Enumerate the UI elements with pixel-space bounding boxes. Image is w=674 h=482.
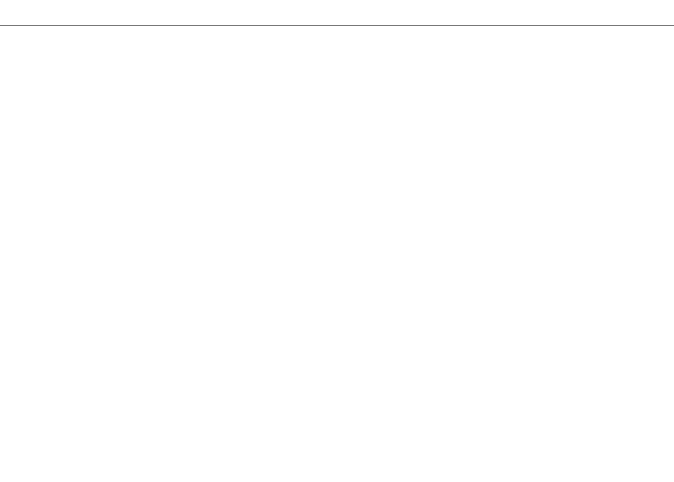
- document-body: [0, 28, 674, 36]
- header-divider: [0, 25, 674, 26]
